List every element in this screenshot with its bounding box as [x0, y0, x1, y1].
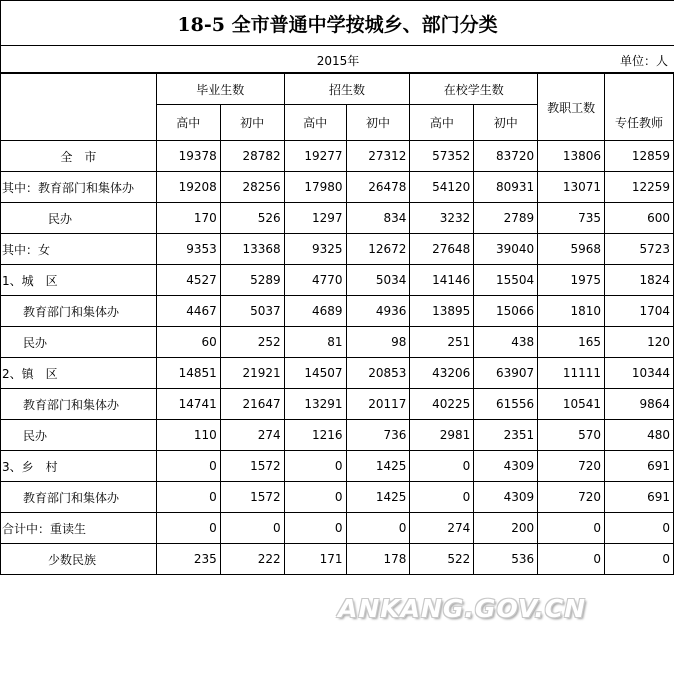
- value-cell: 165: [538, 327, 605, 358]
- value-cell: 526: [220, 203, 284, 234]
- value-cell: 1572: [220, 482, 284, 513]
- value-cell: 2351: [474, 420, 538, 451]
- value-cell: 735: [538, 203, 605, 234]
- row-label: 1、城 区: [1, 265, 157, 296]
- value-cell: 0: [156, 451, 220, 482]
- value-cell: 83720: [474, 141, 538, 172]
- value-cell: 1425: [346, 482, 410, 513]
- row-label: 教育部门和集体办: [1, 389, 157, 420]
- row-label: 2、镇 区: [1, 358, 157, 389]
- value-cell: 1572: [220, 451, 284, 482]
- row-label: 合计中：重读生: [1, 513, 157, 544]
- value-cell: 222: [220, 544, 284, 575]
- value-cell: 0: [410, 451, 474, 482]
- value-cell: 3232: [410, 203, 474, 234]
- subheader-cell: 初中: [220, 105, 284, 141]
- table-row: [1, 451, 674, 482]
- value-cell: 20853: [346, 358, 410, 389]
- value-cell: 15504: [474, 265, 538, 296]
- subtitle-row: [0, 46, 674, 73]
- value-cell: 13806: [538, 141, 605, 172]
- table-row: [1, 172, 674, 203]
- value-cell: 20117: [346, 389, 410, 420]
- value-cell: 13291: [284, 389, 346, 420]
- value-cell: 536: [474, 544, 538, 575]
- value-cell: 12859: [605, 141, 674, 172]
- value-cell: 0: [156, 513, 220, 544]
- subheader-cell: 高中: [284, 105, 346, 141]
- value-cell: 235: [156, 544, 220, 575]
- value-cell: 4689: [284, 296, 346, 327]
- value-cell: 252: [220, 327, 284, 358]
- value-cell: 1704: [605, 296, 674, 327]
- value-cell: 54120: [410, 172, 474, 203]
- subheader-cell: 初中: [474, 105, 538, 141]
- row-label: 全 市: [1, 141, 157, 172]
- value-cell: 0: [220, 513, 284, 544]
- value-cell: 0: [284, 451, 346, 482]
- value-cell: 13071: [538, 172, 605, 203]
- value-cell: 19277: [284, 141, 346, 172]
- value-cell: 28782: [220, 141, 284, 172]
- value-cell: 0: [605, 513, 674, 544]
- value-cell: 736: [346, 420, 410, 451]
- table-row: [1, 389, 674, 420]
- value-cell: 14741: [156, 389, 220, 420]
- value-cell: 9864: [605, 389, 674, 420]
- header-teacher-top: [605, 74, 674, 105]
- value-cell: 5968: [538, 234, 605, 265]
- value-cell: 178: [346, 544, 410, 575]
- table-row: [1, 296, 674, 327]
- value-cell: 0: [410, 482, 474, 513]
- value-cell: 0: [284, 482, 346, 513]
- value-cell: 21647: [220, 389, 284, 420]
- value-cell: 13368: [220, 234, 284, 265]
- row-label: 民办: [1, 420, 157, 451]
- value-cell: 1297: [284, 203, 346, 234]
- value-cell: 110: [156, 420, 220, 451]
- value-cell: 0: [605, 544, 674, 575]
- value-cell: 720: [538, 451, 605, 482]
- value-cell: 720: [538, 482, 605, 513]
- value-cell: 57352: [410, 141, 474, 172]
- value-cell: 1425: [346, 451, 410, 482]
- table-row: [1, 513, 674, 544]
- value-cell: 171: [284, 544, 346, 575]
- row-label: 教育部门和集体办: [1, 482, 157, 513]
- value-cell: 480: [605, 420, 674, 451]
- value-cell: 251: [410, 327, 474, 358]
- value-cell: 274: [220, 420, 284, 451]
- header-in-school: 在校学生数: [410, 74, 538, 105]
- value-cell: 27648: [410, 234, 474, 265]
- value-cell: 4936: [346, 296, 410, 327]
- value-cell: 570: [538, 420, 605, 451]
- table-row: [1, 265, 674, 296]
- value-cell: 60: [156, 327, 220, 358]
- value-cell: 9325: [284, 234, 346, 265]
- value-cell: 9353: [156, 234, 220, 265]
- value-cell: 63907: [474, 358, 538, 389]
- header-teacher: 专任教师: [605, 105, 674, 141]
- value-cell: 120: [605, 327, 674, 358]
- value-cell: 12672: [346, 234, 410, 265]
- table-row: [1, 358, 674, 389]
- value-cell: 4467: [156, 296, 220, 327]
- value-cell: 1810: [538, 296, 605, 327]
- value-cell: 2981: [410, 420, 474, 451]
- value-cell: 4770: [284, 265, 346, 296]
- value-cell: 4309: [474, 451, 538, 482]
- value-cell: 691: [605, 482, 674, 513]
- table-row: [1, 234, 674, 265]
- header-staff: 教职工数: [538, 74, 605, 141]
- value-cell: 600: [605, 203, 674, 234]
- watermark: ANKANG.GOV.CN: [338, 594, 587, 623]
- value-cell: 19208: [156, 172, 220, 203]
- row-label: 其中：女: [1, 234, 157, 265]
- value-cell: 274: [410, 513, 474, 544]
- value-cell: 0: [346, 513, 410, 544]
- value-cell: 691: [605, 451, 674, 482]
- table-row: [1, 327, 674, 358]
- value-cell: 80931: [474, 172, 538, 203]
- value-cell: 43206: [410, 358, 474, 389]
- value-cell: 10344: [605, 358, 674, 389]
- value-cell: 4527: [156, 265, 220, 296]
- value-cell: 2789: [474, 203, 538, 234]
- subheader-cell: 高中: [156, 105, 220, 141]
- value-cell: 26478: [346, 172, 410, 203]
- value-cell: 14146: [410, 265, 474, 296]
- year-label: 2015年: [316, 54, 360, 68]
- value-cell: 98: [346, 327, 410, 358]
- value-cell: 27312: [346, 141, 410, 172]
- table-row: [1, 203, 674, 234]
- value-cell: 5034: [346, 265, 410, 296]
- value-cell: 522: [410, 544, 474, 575]
- table-row: [1, 544, 674, 575]
- value-cell: 12259: [605, 172, 674, 203]
- subheader-cell: 高中: [410, 105, 474, 141]
- page-title: 18-5 全市普通中学按城乡、部门分类: [0, 0, 674, 46]
- value-cell: 438: [474, 327, 538, 358]
- value-cell: 19378: [156, 141, 220, 172]
- row-label: 民办: [1, 327, 157, 358]
- value-cell: 5723: [605, 234, 674, 265]
- unit-label: 单位：人: [619, 54, 668, 68]
- row-label: 教育部门和集体办: [1, 296, 157, 327]
- value-cell: 1975: [538, 265, 605, 296]
- value-cell: 14851: [156, 358, 220, 389]
- value-cell: 40225: [410, 389, 474, 420]
- value-cell: 28256: [220, 172, 284, 203]
- subheader-cell: 初中: [346, 105, 410, 141]
- value-cell: 39040: [474, 234, 538, 265]
- value-cell: 11111: [538, 358, 605, 389]
- value-cell: 61556: [474, 389, 538, 420]
- table-row: [1, 482, 674, 513]
- value-cell: 0: [284, 513, 346, 544]
- row-label: 3、乡 村: [1, 451, 157, 482]
- value-cell: 14507: [284, 358, 346, 389]
- value-cell: 5289: [220, 265, 284, 296]
- header-graduates: 毕业生数: [156, 74, 284, 105]
- row-label: 民办: [1, 203, 157, 234]
- value-cell: 5037: [220, 296, 284, 327]
- row-label: 少数民族: [1, 544, 157, 575]
- header-blank-cell: [1, 74, 157, 141]
- value-cell: 1824: [605, 265, 674, 296]
- value-cell: 834: [346, 203, 410, 234]
- value-cell: 81: [284, 327, 346, 358]
- table-row: [1, 420, 674, 451]
- value-cell: 4309: [474, 482, 538, 513]
- value-cell: 17980: [284, 172, 346, 203]
- value-cell: 0: [156, 482, 220, 513]
- table-row: [1, 141, 674, 172]
- value-cell: 10541: [538, 389, 605, 420]
- value-cell: 170: [156, 203, 220, 234]
- statistics-table: [0, 73, 674, 575]
- value-cell: 1216: [284, 420, 346, 451]
- value-cell: 0: [538, 544, 605, 575]
- value-cell: 200: [474, 513, 538, 544]
- value-cell: 15066: [474, 296, 538, 327]
- value-cell: 0: [538, 513, 605, 544]
- value-cell: 21921: [220, 358, 284, 389]
- header-enrollment: 招生数: [284, 74, 410, 105]
- value-cell: 13895: [410, 296, 474, 327]
- row-label: 其中：教育部门和集体办: [1, 172, 157, 203]
